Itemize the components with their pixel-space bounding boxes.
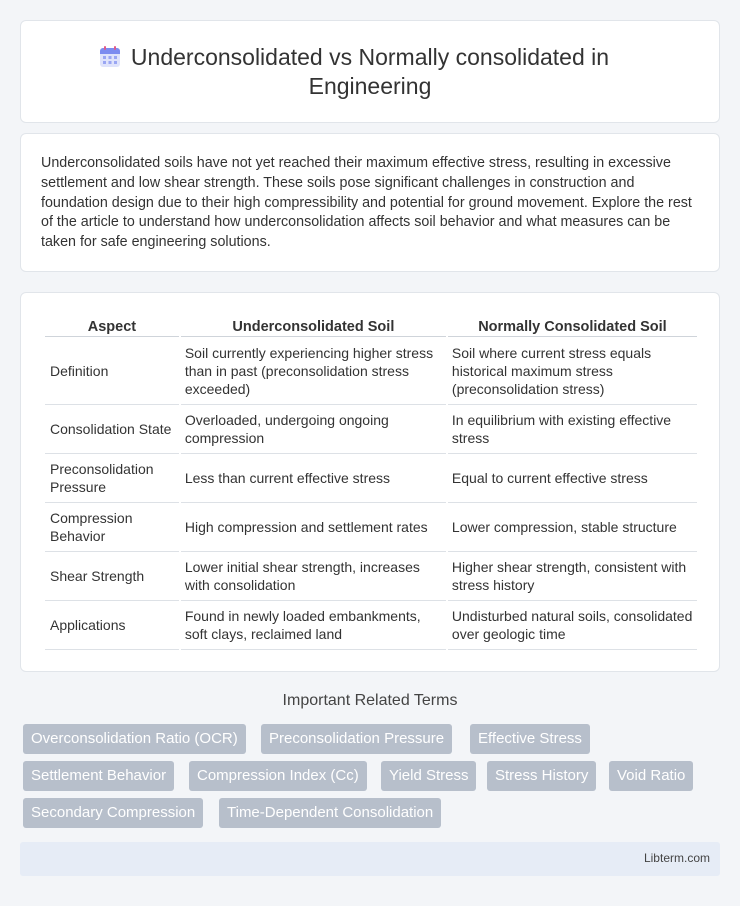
intro-paragraph: Underconsolidated soils have not yet reached their maximum effective stress, resulting in excessive settlement and low shear strength. These soils pose significant challenges in construction and foundation design due to their high compressibility and potential for ground movement. Explore the rest of the article to understand how underconsolidation affects soil behavior and what measures can be taken for safe engineering solutions.: [41, 155, 692, 251]
cell-normal: Equal to current effective stress: [448, 454, 697, 503]
table-row: [45, 601, 697, 650]
cell-under: Soil currently experiencing higher stress than in past (preconsolidation stress exceeded): [181, 337, 446, 405]
table-row: [45, 503, 697, 552]
cell-under: High compression and settlement rates: [181, 503, 446, 552]
cell-normal: Undisturbed natural soils, consolidated over geologic time: [448, 601, 697, 650]
related-term-tag[interactable]: Overconsolidation Ratio (OCR): [23, 724, 246, 754]
cell-aspect: Definition: [45, 337, 179, 405]
cell-aspect: Compression Behavior: [45, 503, 179, 552]
table-row: [45, 405, 697, 454]
related-term-tag[interactable]: Secondary Compression: [23, 798, 203, 828]
table-row: [45, 552, 697, 601]
cell-under: Found in newly loaded embankments, soft clays, reclaimed land: [181, 601, 446, 650]
related-term-tag[interactable]: Compression Index (Cc): [189, 761, 367, 791]
related-term-tag[interactable]: Preconsolidation Pressure: [261, 724, 452, 754]
related-term-tag[interactable]: Effective Stress: [470, 724, 590, 754]
table-row: [45, 454, 697, 503]
related-term-tag[interactable]: Time-Dependent Consolidation: [219, 798, 441, 828]
page-title: Underconsolidated vs Normally consolidated in Engineering: [130, 44, 610, 99]
comparison-table: [43, 315, 699, 650]
cell-aspect: Shear Strength: [45, 552, 179, 601]
cell-aspect: Consolidation State: [45, 405, 179, 454]
header-normally-consolidated: Normally Consolidated Soil: [448, 315, 697, 337]
footer: [20, 842, 720, 876]
cell-aspect: Preconsolidation Pressure: [45, 454, 179, 503]
footer-site-link[interactable]: Libterm.com: [643, 851, 710, 865]
related-term-tag[interactable]: Yield Stress: [381, 761, 476, 791]
intro-card: [20, 133, 720, 272]
related-terms-heading: Important Related Terms: [282, 692, 458, 709]
title-card: [20, 20, 720, 123]
cell-under: Overloaded, undergoing ongoing compression: [181, 405, 446, 454]
cell-normal: Higher shear strength, consistent with stress history: [448, 552, 697, 601]
cell-normal: In equilibrium with existing effective stress: [448, 405, 697, 454]
comparison-card: [20, 292, 720, 672]
related-term-tag[interactable]: Void Ratio: [609, 761, 693, 791]
cell-under: Less than current effective stress: [181, 454, 446, 503]
cell-normal: Lower compression, stable structure: [448, 503, 697, 552]
related-term-tag[interactable]: Settlement Behavior: [23, 761, 174, 791]
related-term-tag[interactable]: Stress History: [487, 761, 596, 791]
table-row: [45, 337, 697, 405]
cell-aspect: Applications: [45, 601, 179, 650]
table-header-row: [45, 315, 697, 337]
cell-under: Lower initial shear strength, increases with consolidation: [181, 552, 446, 601]
header-aspect: Aspect: [45, 315, 179, 337]
cell-normal: Soil where current stress equals historical maximum stress (preconsolidation stress): [448, 337, 697, 405]
header-underconsolidated: Underconsolidated Soil: [181, 315, 446, 337]
